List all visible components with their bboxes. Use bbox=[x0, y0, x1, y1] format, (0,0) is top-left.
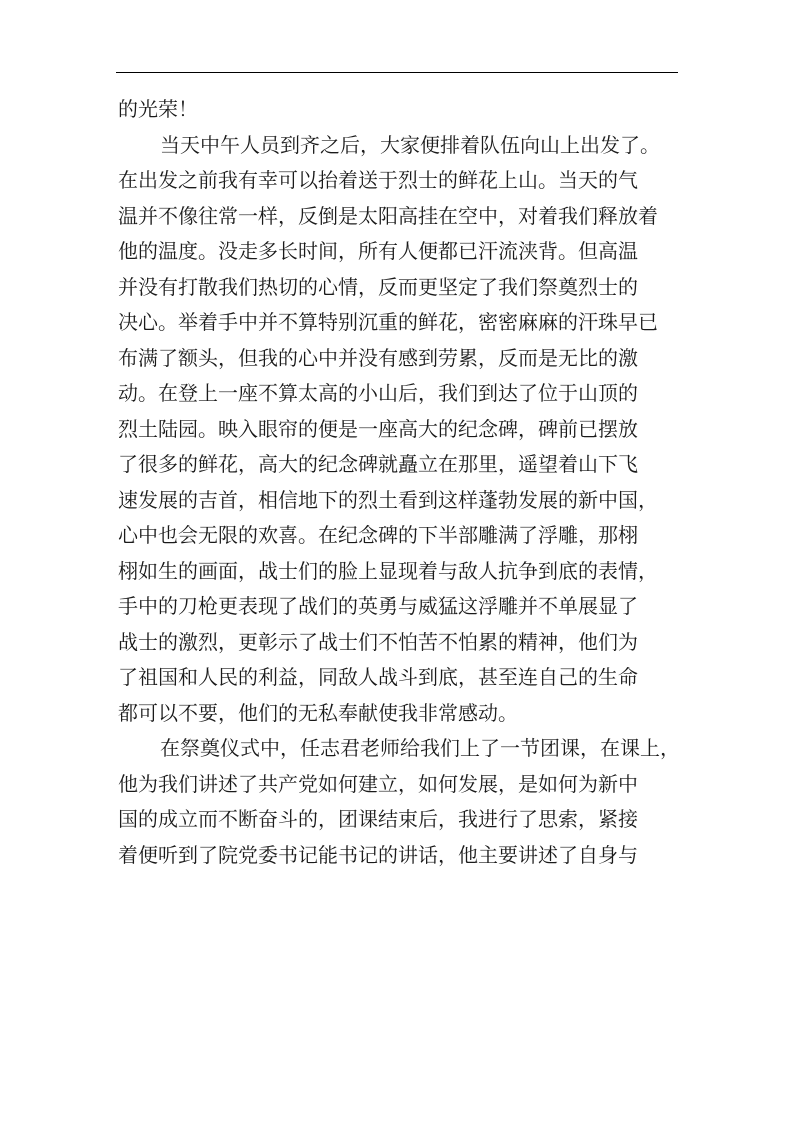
text-line: 战士的激烈，更彰示了战士们不怕苦不怕累的精神，他们为 bbox=[118, 629, 638, 654]
paragraph-start-line: 当天中午人员到齐之后，大家便排着队伍向山上出发了。 bbox=[160, 132, 660, 157]
text-line: 动。在登上一座不算太高的小山后，我们到达了位于山顶的 bbox=[118, 381, 638, 405]
text-line: 速发展的吉首，相信地下的烈土看到这样蓬勃发展的新中国， bbox=[118, 487, 658, 512]
text-line: 他为我们讲述了共产党如何建立，如何发展，是如何为新中 bbox=[118, 771, 638, 796]
header-rule bbox=[116, 72, 678, 73]
text-line: 手中的刀枪更表现了战们的英勇与威猛这浮雕并不单展显了 bbox=[118, 594, 638, 618]
text-line: 布满了额头，但我的心中并没有感到劳累，反而是无比的激 bbox=[118, 345, 638, 370]
text-line: 他的温度。没走多长时间，所有人便都已汗流浃背。但高温 bbox=[118, 239, 638, 263]
text-line: 的光荣！ bbox=[118, 97, 198, 121]
text-line: 栩如生的画面，战士们的脸上显现着与敌人抗争到底的表情， bbox=[118, 558, 658, 583]
text-line: 烈土陆园。映入眼帘的便是一座高大的纪念碑，碑前已摆放 bbox=[118, 416, 638, 441]
text-line: 温并不像往常一样，反倒是太阳高挂在空中，对着我们释放着 bbox=[118, 203, 658, 228]
text-line: 着便听到了院党委书记能书记的讲话，他主要讲述了自身与 bbox=[118, 842, 638, 867]
body-text bbox=[118, 92, 683, 873]
text-line: 国的成立而不断奋斗的，团课结束后，我进行了思索，紧接 bbox=[118, 807, 638, 831]
text-line: 了很多的鲜花，高大的纪念碑就矗立在那里，遥望着山下飞 bbox=[118, 452, 638, 476]
paragraph-start-line: 在祭奠仪式中，任志君老师给我们上了一节团课，在课上， bbox=[160, 736, 680, 760]
text-line: 了祖国和人民的利益，同敌人战斗到底，甚至连自己的生命 bbox=[118, 665, 638, 689]
text-line: 在出发之前我有幸可以抬着送于烈士的鲜花上山。当天的气 bbox=[118, 168, 638, 192]
text-line: 都可以不要，他们的无私奉献使我非常感动。 bbox=[118, 700, 518, 725]
text-line: 心中也会无限的欢喜。在纪念碑的下半部雕满了浮雕，那栩 bbox=[118, 523, 638, 547]
text-line: 决心。举着手中并不算特别沉重的鲜花，密密麻麻的汗珠早已 bbox=[118, 310, 658, 334]
text-line: 并没有打散我们热切的心情，反而更坚定了我们祭奠烈士的 bbox=[118, 274, 638, 299]
